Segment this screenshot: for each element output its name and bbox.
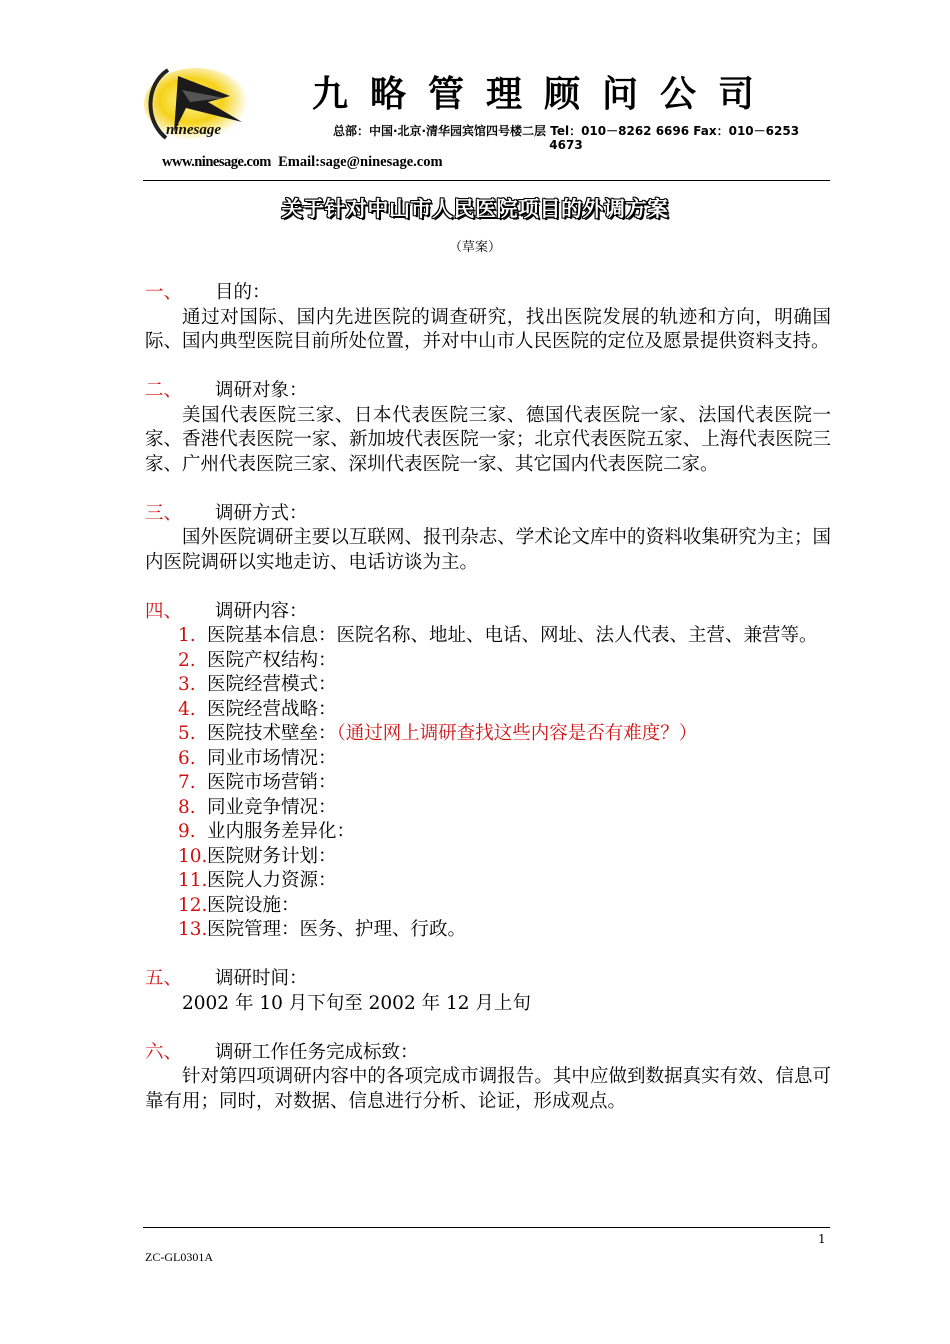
section-heading: 调研时间： — [215, 968, 308, 989]
section-subjects — [145, 379, 831, 477]
address-line-1: 总部：中国·北京·清华园宾馆四号楼二层 Tel：010－8262 6696 Fax：010－6253 — [332, 124, 800, 138]
list-item-number: 2. — [178, 649, 196, 671]
section-number: 六、 — [145, 1041, 183, 1063]
section-heading: 调研方式： — [215, 502, 308, 524]
list-item-text: 同业市场情况： — [207, 747, 337, 769]
list-item — [145, 771, 831, 796]
list-item-text: 医院经营模式： — [207, 674, 337, 695]
list-item — [145, 673, 831, 698]
list-item — [145, 796, 831, 821]
section-body: 通过对国际、国内先进医院的调查研究，找出医院发展的轨迹和方向，明确国际、国内典型医院目前所处位置，并对中山市人民医院的定位及愿景提供资料支持。 — [145, 306, 831, 352]
list-item — [145, 698, 831, 723]
research-content-list — [145, 624, 831, 943]
list-item-text: 同业竞争情况： — [207, 796, 337, 818]
section-heading: 目的： — [215, 282, 271, 303]
list-item-number: 6. — [178, 747, 196, 769]
list-item-text: 医院市场营销： — [207, 772, 337, 793]
section-body: 美国代表医院三家、日本代表医院三家、德国代表医院一家、法国代表医院一家、香港代表医院一家、新加坡代表医院一家；北京代表医院五家、上海代表医院三家、广州代表医院三家、深圳代表医院一家、其它国内代表医院二家。 — [145, 404, 831, 475]
list-item-number: 3. — [178, 674, 196, 695]
ninesage-logo — [138, 62, 278, 158]
website-link[interactable]: www.ninesage.com — [162, 154, 271, 170]
section-heading: 调研内容： — [215, 600, 308, 622]
email-link[interactable]: Email:sage@ninesage.com — [278, 154, 443, 170]
list-item — [145, 869, 831, 894]
address-line-2: 4673 — [549, 138, 583, 152]
list-item-text: 医院基本信息：医院名称、地址、电话、网址、法人代表、主营、兼营等。 — [207, 625, 818, 646]
document-code: ZC-GL0301A — [145, 1250, 213, 1264]
list-item-text: 医院财务计划： — [207, 845, 337, 867]
section-completion-criteria — [145, 1041, 831, 1115]
logo-wordmark: ninesage — [166, 122, 222, 138]
section-number: 一、 — [145, 282, 183, 303]
list-item — [145, 845, 831, 870]
section-number: 二、 — [145, 380, 183, 401]
list-item-number: 5. — [178, 723, 196, 744]
list-item-text: 医院技术壁垒： — [207, 723, 337, 744]
header-divider — [143, 180, 830, 181]
list-item-text: 医院经营战略： — [207, 698, 337, 720]
section-body: 国外医院调研主要以互联网、报刊杂志、学术论文库中的资料收集研究为主；国内医院调研以实地走访、电话访谈为主。 — [145, 527, 831, 573]
company-name: 九略管理顾问公司 — [312, 73, 777, 115]
footer-divider — [143, 1227, 830, 1228]
contact-line — [162, 154, 443, 171]
list-item-text: 医院管理：医务、护理、行政。 — [207, 919, 467, 940]
list-item-text: 医院产权结构： — [207, 649, 337, 671]
list-item — [145, 649, 831, 674]
review-comment: （通过网上调研查找这些内容是否有难度？） — [336, 723, 698, 744]
document-body — [145, 281, 831, 1114]
page-number: 1 — [818, 1232, 826, 1246]
list-item — [145, 918, 831, 943]
section-number: 四、 — [145, 600, 183, 622]
list-item-text: 业内服务差异化： — [207, 821, 356, 842]
section-number: 三、 — [145, 502, 183, 524]
list-item-number: 9. — [178, 821, 196, 842]
document-subtitle: （草案） — [448, 240, 501, 255]
list-item — [145, 747, 831, 772]
list-item — [145, 820, 831, 845]
company-address — [296, 124, 836, 152]
list-item-number: 12. — [178, 894, 208, 916]
section-methods — [145, 502, 831, 576]
section-body: 针对第四项调研内容中的各项完成市调报告。其中应做到数据真实有效、信息可靠有用；同时，对数据、信息进行分析、论证，形成观点。 — [145, 1066, 831, 1112]
list-item-number: 4. — [178, 698, 196, 720]
list-item — [145, 624, 831, 649]
list-item-number: 10. — [178, 845, 208, 867]
list-item-number: 7. — [178, 772, 196, 793]
section-contents — [145, 600, 831, 943]
list-item-text: 医院设施： — [207, 894, 300, 916]
section-purpose — [145, 281, 831, 355]
list-item — [145, 894, 831, 919]
list-item-number: 1. — [178, 625, 196, 646]
list-item-number: 11. — [178, 870, 208, 891]
section-heading: 调研工作任务完成标致： — [215, 1041, 419, 1063]
document-title: 关于针对中山市人民医院项目的外调方案 — [281, 197, 669, 221]
list-item-number: 8. — [178, 796, 196, 818]
list-item — [145, 722, 831, 747]
section-schedule — [145, 967, 831, 1016]
list-item-text: 医院人力资源： — [207, 870, 337, 891]
list-item-number: 13. — [178, 919, 208, 940]
section-body: 2002 年 10 月下旬至 2002 年 12 月上旬 — [182, 992, 531, 1014]
section-heading: 调研对象： — [215, 380, 308, 401]
section-number: 五、 — [145, 968, 183, 989]
